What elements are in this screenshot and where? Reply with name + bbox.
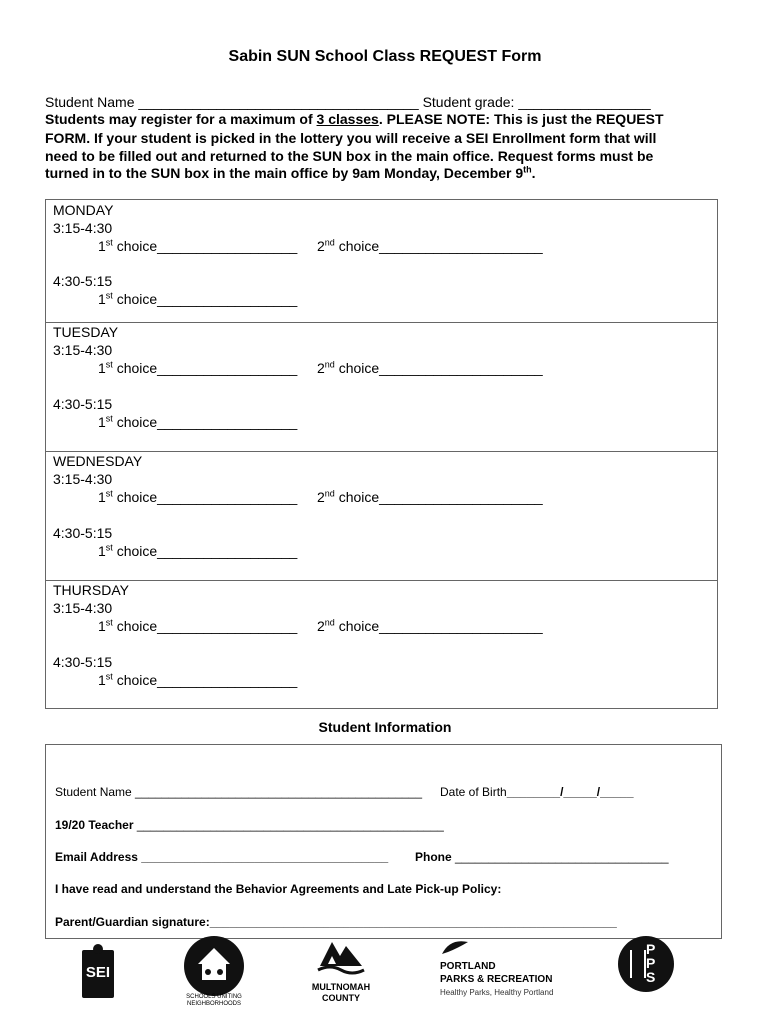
first-choice-field[interactable]: 1st choice__________________ (98, 237, 298, 254)
multnomah-caption (300, 982, 382, 1004)
day-name: TUESDAY (53, 324, 119, 340)
sun-caption-2: NEIGHBORHOODS (186, 1001, 241, 1007)
form-title: Sabin SUN School Class REQUEST Form (228, 48, 542, 65)
pps-letters (646, 942, 655, 984)
slot-2-time: 4:30-5:15 (53, 525, 113, 541)
email-field[interactable] (55, 850, 388, 864)
slot-2-time: 4:30-5:15 (53, 273, 113, 289)
day-block-tuesday (46, 322, 717, 451)
ppr-leaf-icon (440, 936, 470, 958)
first-choice-field[interactable]: 1st choice__________________ (98, 542, 298, 559)
email-blank[interactable]: _____________________________________ (137, 850, 389, 864)
day-block-thursday (46, 580, 717, 708)
note-1-c: . PLEASE NOTE: This is just the REQUEST (378, 111, 664, 127)
note-1-b: 3 classes (316, 111, 379, 127)
mult-caption-2: COUNTY (322, 993, 360, 1003)
pps-letter-2: P (646, 955, 656, 971)
student-name-grade-line (45, 94, 651, 110)
pps-torch-icon (630, 950, 646, 978)
day-block-wednesday (46, 451, 717, 580)
pps-letter-3: S (646, 969, 656, 985)
slot-2-time: 4:30-5:15 (53, 654, 113, 670)
day-name: MONDAY (53, 202, 114, 218)
dob-blank[interactable]: ________/_____/_____ (506, 785, 634, 799)
note-4-a: turned in to the SUN box in the main office by 9am Monday, December 9 (45, 165, 524, 181)
note-line-1 (45, 111, 664, 127)
sun-logo (184, 936, 244, 996)
first-choice-field[interactable]: 1st choice__________________ (98, 671, 298, 688)
teacher-field[interactable] (55, 818, 444, 832)
ppr-caption-2: PARKS & RECREATION (440, 974, 553, 985)
mult-caption-1: MULTNOMAH (311, 982, 371, 992)
note-4-b: . (531, 165, 536, 181)
first-choice-field[interactable]: 1st choice__________________ (98, 488, 298, 505)
slot-2-time: 4:30-5:15 (53, 396, 113, 412)
second-choice-field[interactable]: 2nd choice_____________________ (317, 617, 543, 634)
teacher-label: 19/20 Teacher (55, 818, 134, 832)
schoolhouse-icon (184, 936, 244, 996)
ppr-caption-3: Healthy Parks, Healthy Portland (440, 988, 554, 997)
day-block-monday (46, 200, 717, 322)
first-choice-field[interactable]: 1st choice__________________ (98, 617, 298, 634)
note-1-a: Students may register for a maximum of (45, 111, 317, 127)
sei-logo (82, 950, 114, 998)
sei-logo-head-icon (93, 944, 103, 954)
pps-letter-1: P (646, 941, 656, 957)
slot-1-time: 3:15-4:30 (53, 471, 113, 487)
phone-label: Phone (415, 850, 452, 864)
second-choice-field[interactable]: 2nd choice_____________________ (317, 488, 543, 505)
agreement-text: I have read and understand the Behavior Agreements and Late Pick-up Policy: (55, 882, 502, 896)
signature-field[interactable]: Parent/Guardian signature:_____________________________________________________________ (55, 915, 617, 929)
note-line-4 (45, 165, 536, 181)
dob-label: Date of Birth (440, 785, 507, 799)
dob-field[interactable] (440, 785, 634, 799)
ppr-caption-1: PORTLAND (440, 961, 496, 972)
phone-blank[interactable]: ________________________________ (451, 850, 669, 864)
note-line-2: FORM. If your student is picked in the lottery you will receive a SEI Enrollment form that will (45, 130, 657, 146)
first-choice-field[interactable]: 1st choice__________________ (98, 290, 298, 307)
note-line-3: need to be filled out and returned to the SUN box in the main office. Request forms must be (45, 148, 654, 164)
ppr-logo-text (440, 960, 553, 999)
sei-logo-text: SEI (85, 964, 111, 981)
student-info-box (45, 744, 722, 939)
header-student-grade[interactable]: Student grade: _________________ (422, 94, 651, 110)
second-choice-field[interactable]: 2nd choice_____________________ (317, 359, 543, 376)
schedule-table (45, 199, 718, 709)
email-label: Email Address (55, 850, 138, 864)
student-info-title: Student Information (318, 719, 452, 735)
day-name: THURSDAY (53, 582, 129, 598)
info-student-name-field[interactable]: Student Name ___________________________________________ (55, 785, 423, 799)
phone-field[interactable] (415, 850, 669, 864)
sun-logo-caption (176, 994, 252, 1008)
slot-1-time: 3:15-4:30 (53, 342, 113, 358)
day-name: WEDNESDAY (53, 453, 143, 469)
multnomah-logo (316, 936, 366, 978)
sun-caption-1: SCHOOLS UNITING (186, 994, 242, 1000)
first-choice-field[interactable]: 1st choice__________________ (98, 413, 298, 430)
first-choice-field[interactable]: 1st choice__________________ (98, 359, 298, 376)
header-student-name[interactable]: Student Name ____________________________________ (45, 94, 419, 110)
slot-1-time: 3:15-4:30 (53, 600, 113, 616)
teacher-blank[interactable]: ______________________________________________ (133, 818, 444, 832)
logo-row (0, 936, 770, 1024)
mountain-wave-icon (316, 936, 366, 978)
pps-logo (618, 936, 674, 992)
slot-1-time: 3:15-4:30 (53, 220, 113, 236)
second-choice-field[interactable]: 2nd choice_____________________ (317, 237, 543, 254)
note-4-sup: th (523, 164, 532, 175)
